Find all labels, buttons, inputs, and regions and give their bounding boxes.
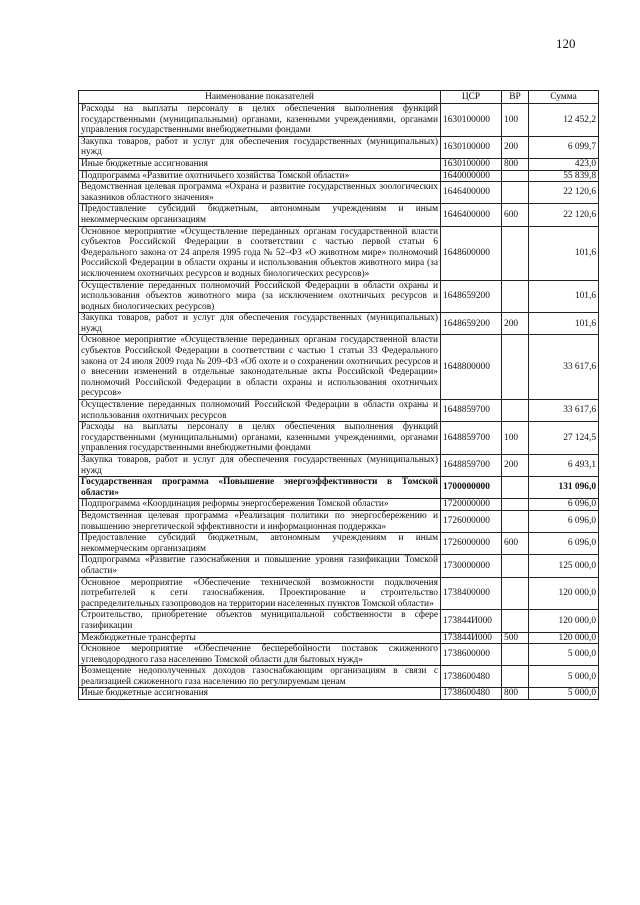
budget-table [78,90,599,700]
row-csr-cell: 173844И000 [441,632,502,644]
row-csr-cell: 1648659200 [441,280,502,313]
table-row [79,400,599,422]
table-row [79,533,599,555]
column-header-csr: ЦСР [441,91,502,104]
table-row [79,226,599,280]
row-csr-cell: 1630100000 [441,158,502,170]
row-csr-cell: 1646400000 [441,182,502,204]
row-name-cell: Основное мероприятие «Обеспечение технической возможности подключения потребителей к сети газоснабжения. Проектирование и строительство распределительных газопроводов на территории населенных пунктов Томской области» [79,577,441,610]
row-csr-cell: 1648659200 [441,313,502,335]
row-csr-cell: 1646400000 [441,204,502,226]
row-name-cell: Расходы на выплаты персоналу в целях обеспечения выполнения функций государственными (муниципальными) органами, казенными учреждениями, органами управления государственными внебюджетными фондами [79,104,441,137]
table-row [79,182,599,204]
row-sum-cell: 120 000,0 [529,577,599,610]
table-row [79,280,599,313]
row-name-cell: Иные бюджетные ассигнования [79,688,441,700]
row-csr-cell: 1648859700 [441,422,502,455]
row-sum-cell: 131 096,0 [529,477,599,499]
row-vr-cell [502,182,529,204]
row-vr-cell [502,280,529,313]
row-vr-cell [502,644,529,666]
table-row [79,644,599,666]
row-name-cell: Предоставление субсидий бюджетным, автономным учреждениям и иным некоммерческим организациям [79,533,441,555]
row-sum-cell: 27 124,5 [529,422,599,455]
row-sum-cell: 120 000,0 [529,632,599,644]
row-name-cell: Иные бюджетные ассигнования [79,158,441,170]
row-csr-cell: 1648800000 [441,335,502,400]
row-name-cell: Закупка товаров, работ и услуг для обеспечения государственных (муниципальных) нужд [79,313,441,335]
row-sum-cell: 22 120,6 [529,204,599,226]
row-vr-cell: 200 [502,313,529,335]
table-row [79,632,599,644]
row-vr-cell [502,170,529,182]
row-name-cell: Основное мероприятие «Осуществление переданных органам государственной власти субъектов Российской Федерации в соответствии с частью первой статьи 6 Федерального закона от 24 апреля 1995 года № 52–ФЗ «О животном мире» полномочий Российской Федерации в области охраны и использования объектов животного мира (за исключением охотничьих ресурсов и водных биологических ресурсов)» [79,226,441,280]
row-vr-cell [502,555,529,577]
table-row [79,335,599,400]
row-vr-cell: 800 [502,158,529,170]
row-sum-cell: 33 617,6 [529,400,599,422]
row-csr-cell: 1726000000 [441,533,502,555]
table-row [79,455,599,477]
table-row [79,313,599,335]
column-header-sum: Сумма [529,91,599,104]
row-name-cell: Подпрограмма «Развитие охотничьего хозяйства Томской области» [79,170,441,182]
row-vr-cell: 200 [502,136,529,158]
table-row [79,666,599,688]
row-vr-cell [502,499,529,511]
row-sum-cell: 101,6 [529,280,599,313]
table-row [79,422,599,455]
row-csr-cell: 1630100000 [441,136,502,158]
row-name-cell: Закупка товаров, работ и услуг для обеспечения государственных (муниципальных) нужд [79,136,441,158]
table-row [79,610,599,632]
row-name-cell: Подпрограмма «Развитие газоснабжения и повышение уровня газификации Томской области» [79,555,441,577]
row-vr-cell: 500 [502,632,529,644]
row-csr-cell: 1738600480 [441,688,502,700]
row-sum-cell: 33 617,6 [529,335,599,400]
row-sum-cell: 5 000,0 [529,644,599,666]
row-name-cell: Основное мероприятие «Обеспечение бесперебойности поставок сжиженного углеводородного газа населению Томской области для бытовых нужд» [79,644,441,666]
row-vr-cell: 600 [502,204,529,226]
row-vr-cell [502,400,529,422]
page-number: 120 [556,36,576,51]
row-vr-cell [502,577,529,610]
row-sum-cell: 101,6 [529,313,599,335]
row-vr-cell [502,226,529,280]
row-name-cell: Расходы на выплаты персоналу в целях обеспечения выполнения функций государственными (муниципальными) органами, казенными учреждениями, органами управления государственными внебюджетными фондами [79,422,441,455]
row-csr-cell: 1648859700 [441,400,502,422]
row-csr-cell: 1726000000 [441,510,502,532]
row-name-cell: Ведомственная целевая программа «Реализация политики по энергосбережению и повышению энергетической эффективности и информационная поддержка» [79,510,441,532]
row-csr-cell: 1648859700 [441,455,502,477]
row-csr-cell: 1640000000 [441,170,502,182]
row-vr-cell: 100 [502,104,529,137]
row-csr-cell: 1738400000 [441,577,502,610]
row-name-cell: Ведомственная целевая программа «Охрана и развитие государственных зоологических заказников областного значения» [79,182,441,204]
table-row [79,477,599,499]
table-row [79,170,599,182]
row-csr-cell: 1630100000 [441,104,502,137]
row-vr-cell: 800 [502,688,529,700]
row-vr-cell [502,666,529,688]
row-csr-cell: 1738600000 [441,644,502,666]
row-vr-cell: 600 [502,533,529,555]
row-sum-cell: 6 096,0 [529,510,599,532]
row-name-cell: Основное мероприятие «Осуществление переданных органам государственной власти субъектов Российской Федерации в соответствии с частью 1 статьи 33 Федерального закона от 24 июля 2009 года № 209–ФЗ «Об охоте и о сохранении охотничьих ресурсов и о внесении изменений в отдельные законодательные акты Российской Федерации» полномочий Российской Федерации в области охраны и использования охотничьих ресурсов» [79,335,441,400]
row-sum-cell: 6 099,7 [529,136,599,158]
table-row [79,510,599,532]
row-name-cell: Государственная программа «Повышение энергоэффективности в Томской области» [79,477,441,499]
row-vr-cell: 100 [502,422,529,455]
table-row [79,577,599,610]
row-sum-cell: 12 452,2 [529,104,599,137]
row-name-cell: Возмещение недополученных доходов газоснабжающим организациям в связи с реализацией сжиженного газа населению по регулируемым ценам [79,666,441,688]
row-name-cell: Осуществление переданных полномочий Российской Федерации в области охраны и использования объектов животного мира (за исключением охотничьих ресурсов и водных биологических ресурсов) [79,280,441,313]
row-vr-cell: 200 [502,455,529,477]
row-name-cell: Межбюджетные трансферты [79,632,441,644]
row-sum-cell: 101,6 [529,226,599,280]
row-csr-cell: 1700000000 [441,477,502,499]
row-sum-cell: 423,0 [529,158,599,170]
table-row [79,104,599,137]
table-row [79,136,599,158]
row-sum-cell: 55 839,8 [529,170,599,182]
row-csr-cell: 1738600480 [441,666,502,688]
row-sum-cell: 5 000,0 [529,688,599,700]
table-row [79,555,599,577]
row-csr-cell: 1730000000 [441,555,502,577]
column-header-name: Наименование показателей [79,91,441,104]
row-sum-cell: 120 000,0 [529,610,599,632]
row-sum-cell: 125 000,0 [529,555,599,577]
row-vr-cell [502,610,529,632]
row-name-cell: Осуществление переданных полномочий Российской Федерации в области охраны и использования охотничьих ресурсов [79,400,441,422]
row-sum-cell: 6 096,0 [529,533,599,555]
row-vr-cell [502,477,529,499]
row-sum-cell: 6 096,0 [529,499,599,511]
row-csr-cell: 173844И000 [441,610,502,632]
table-row [79,158,599,170]
row-sum-cell: 6 493,1 [529,455,599,477]
row-sum-cell: 22 120,6 [529,182,599,204]
row-csr-cell: 1648600000 [441,226,502,280]
table-row [79,688,599,700]
table-row [79,204,599,226]
row-name-cell: Предоставление субсидий бюджетным, автономным учреждениям и иным некоммерческим организациям [79,204,441,226]
column-header-vr: ВР [502,91,529,104]
row-sum-cell: 5 000,0 [529,666,599,688]
table-row [79,499,599,511]
row-name-cell: Строительство, приобретение объектов муниципальной собственности в сфере газификации [79,610,441,632]
row-vr-cell [502,510,529,532]
row-csr-cell: 1720000000 [441,499,502,511]
row-name-cell: Закупка товаров, работ и услуг для обеспечения государственных (муниципальных) нужд [79,455,441,477]
row-vr-cell [502,335,529,400]
table-header-row [79,91,599,104]
row-name-cell: Подпрограмма «Координация реформы энергосбережения Томской области» [79,499,441,511]
